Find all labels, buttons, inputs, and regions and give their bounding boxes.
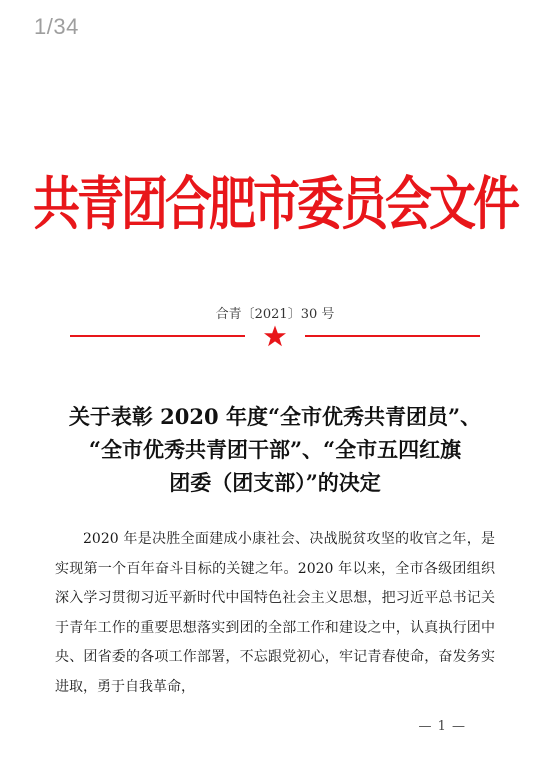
document-number: 合青〔2021〕30 号 [215,307,335,322]
header-divider [70,325,480,347]
body-paragraph: 2020 年是决胜全面建成小康社会、决战脱贫攻坚的收官之年，是实现第一个百年奋斗目标的关键之年。2020 年以来，全市各级团组织深入学习贯彻习近平新时代中国特色社会主义思想，把习近平总书记关于青年工作的重要思想落实到团的全部工作和建设之中，认真执行团中央、团省委的各项工作部署，不忘跟党初心，牢记青春使命，奋发务实进取，勇于自我革命， [55,531,495,695]
page-footer-number: — 1 — [418,719,466,734]
star-icon [263,325,287,347]
divider-line-left [70,335,245,337]
title-line: 团委（团支部）”的决定 [169,470,381,495]
divider-line-right [305,335,480,337]
title-line: “全市优秀共青团干部”、“全市五四红旗 [88,437,462,462]
document-header: 共青团合肥市委员会文件 [33,170,517,238]
page-counter: 1/34 [34,14,79,39]
document-body [55,525,495,702]
title-line: 关于表彰 2020 年度“全市优秀共青团员”、 [68,404,482,429]
document-title [0,400,550,499]
